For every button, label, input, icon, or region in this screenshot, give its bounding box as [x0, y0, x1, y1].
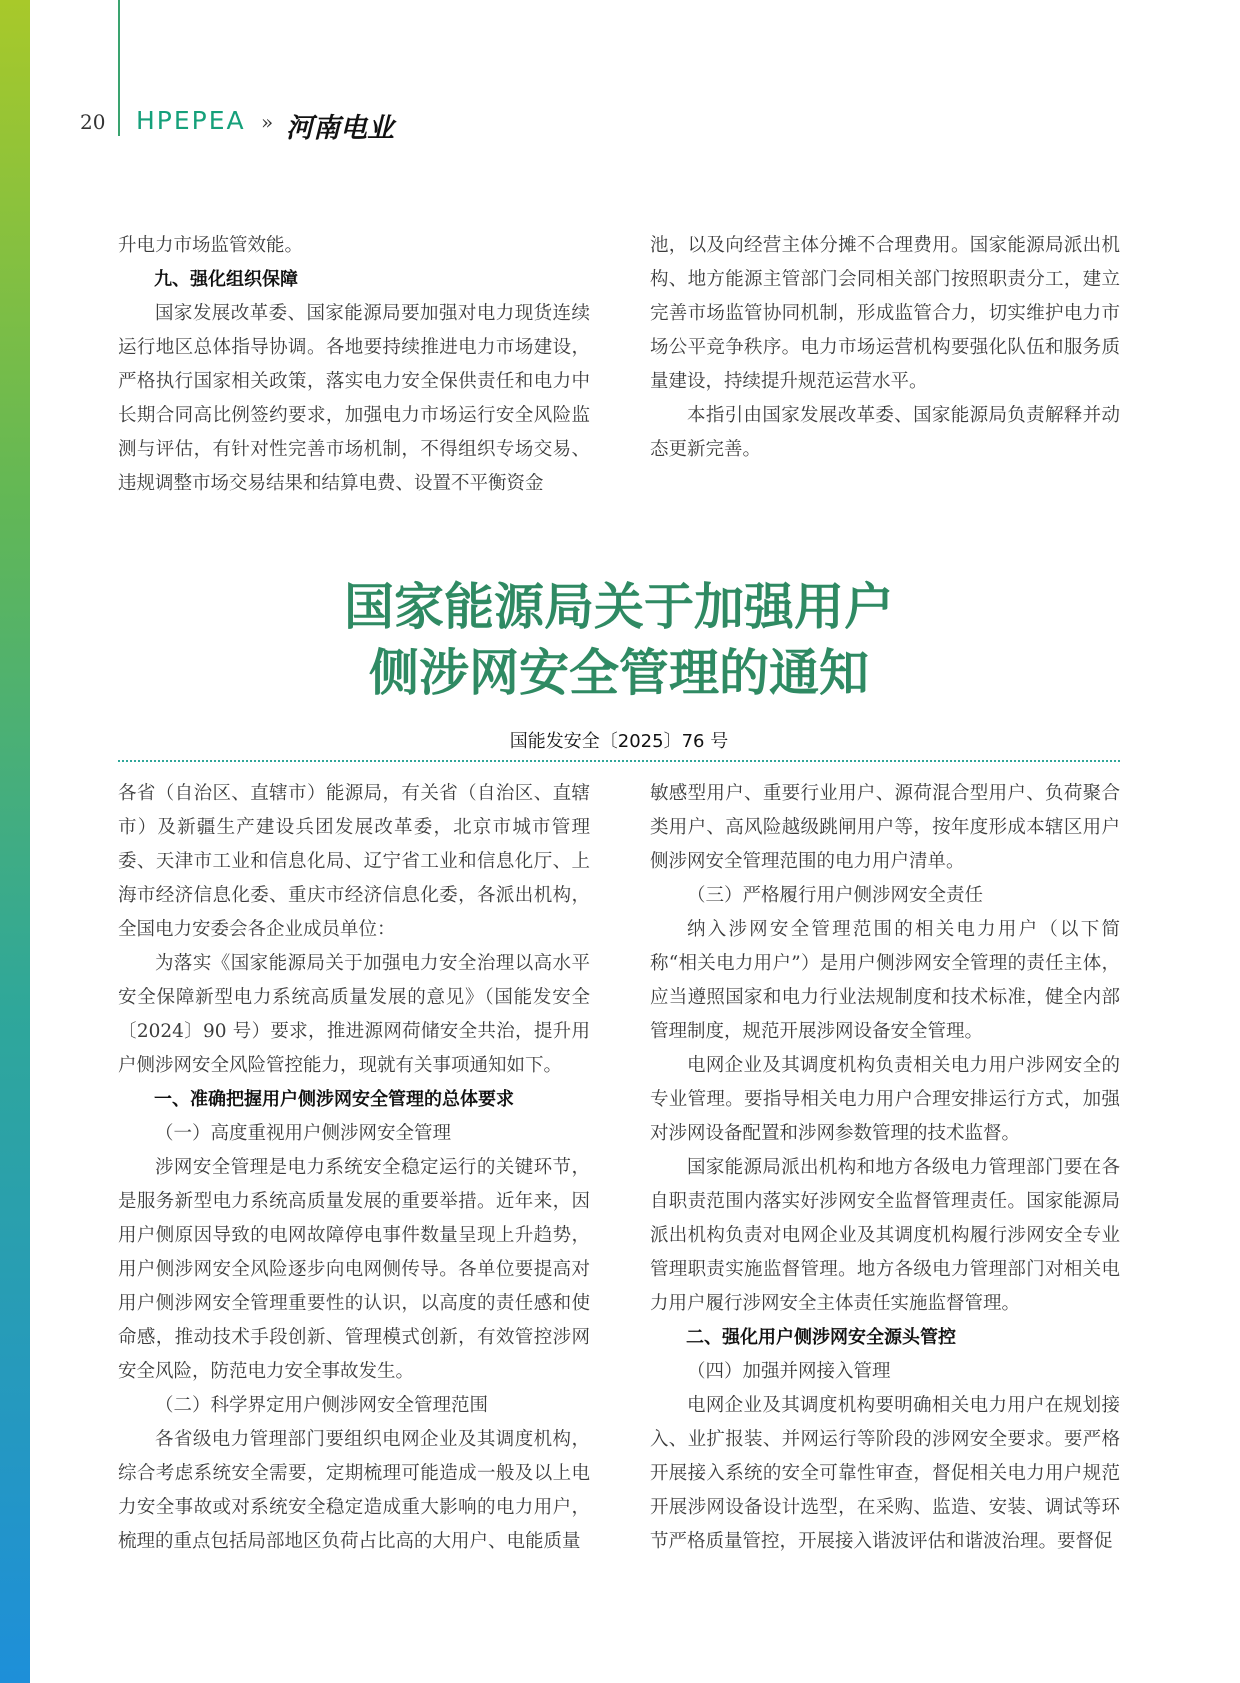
subsection-heading: （二）科学界定用户侧涉网安全管理范围	[155, 1395, 489, 1416]
previous-article-right-column	[650, 229, 1120, 467]
paragraph: 本指引由国家发展改革委、国家能源局负责解释并动态更新完善。	[650, 405, 1120, 460]
document-number: 国能发安全〔2025〕76 号	[509, 731, 729, 752]
magazine-logo-latin: HPEPEA	[136, 106, 246, 135]
paragraph: 国家能源局派出机构和地方各级电力管理部门要在各自职责范围内落实好涉网安全监督管理责任。国家能源局派出机构负责对电网企业及其调度机构履行涉网安全专业管理职责实施监督管理。地方各级电力管理部门对相关电力用户履行涉网安全主体责任实施监督管理。	[650, 1157, 1120, 1314]
page-number: 20	[80, 110, 106, 134]
paragraph: 电网企业及其调度机构负责相关电力用户涉网安全的专业管理。要指导相关电力用户合理安排运行方式，加强对涉网设备配置和涉网参数管理的技术监督。	[650, 1055, 1120, 1144]
subsection-heading: （四）加强并网接入管理	[687, 1361, 891, 1382]
paragraph: 涉网安全管理是电力系统安全稳定运行的关键环节，是服务新型电力系统高质量发展的重要举措。近年来，因用户侧原因导致的电网故障停电事件数量呈现上升趋势，用户侧涉网安全风险逐步向电网侧传导。各单位要提高对用户侧涉网安全管理重要性的认识，以高度的责任感和使命感，推动技术手段创新、管理模式创新，有效管控涉网安全风险，防范电力安全事故发生。	[118, 1157, 590, 1382]
paragraph: 纳入涉网安全管理范围的相关电力用户（以下简称“相关电力用户”）是用户侧涉网安全管理的责任主体，应当遵照国家和电力行业法规制度和技术标准，健全内部管理制度，规范开展涉网设备安全管理。	[650, 919, 1120, 1042]
paragraph: 国家发展改革委、国家能源局要加强对电力现货连续运行地区总体指导协调。各地要持续推进电力市场建设，严格执行国家相关政策，落实电力安全保供责任和电力中长期合同高比例签约要求，加强电力市场运行安全风险监测与评估，有针对性完善市场机制，不得组织专场交易、违规调整市场交易结果和结算电费、设置不平衡资金	[118, 303, 590, 494]
article-title-line-2: 侧涉网安全管理的通知	[369, 643, 869, 702]
paragraph: 升电力市场监管效能。	[118, 235, 304, 256]
paragraph: 各省（自治区、直辖市）能源局，有关省（自治区、直辖市）及新疆生产建设兵团发展改革委，北京市城市管理委、天津市工业和信息化局、辽宁省工业和信息化厅、上海市经济信息化委、重庆市经济信息化委，各派出机构，全国电力安委会各企业成员单位：	[118, 783, 590, 940]
header-divider	[118, 0, 120, 136]
section-heading: 一、准确把握用户侧涉网安全管理的总体要求	[154, 1089, 514, 1110]
magazine-logo-chinese: 河南电业	[286, 113, 394, 144]
article-right-column	[650, 777, 1120, 1559]
paragraph: 电网企业及其调度机构要明确相关电力用户在规划接入、业扩报装、并网运行等阶段的涉网安全要求。要严格开展接入系统的安全可靠性审查，督促相关电力用户规范开展涉网设备设计选型，在采购、监造、安装、调试等环节严格质量管控，开展接入谐波评估和谐波治理。要督促	[650, 1395, 1120, 1552]
subsection-heading: （三）严格履行用户侧涉网安全责任	[687, 885, 984, 906]
logo-separator: »	[261, 110, 274, 134]
article-left-column	[118, 777, 590, 1559]
previous-article-left-column	[118, 229, 590, 501]
side-color-bar	[0, 0, 30, 1683]
paragraph: 各省级电力管理部门要组织电网企业及其调度机构，综合考虑系统安全需要，定期梳理可能造成一般及以上电力安全事故或对系统安全稳定造成重大影响的电力用户，梳理的重点包括局部地区负荷占比高的大用户、电能质量	[118, 1429, 590, 1552]
section-heading: 九、强化组织保障	[154, 269, 298, 290]
paragraph: 为落实《国家能源局关于加强电力安全治理以高水平安全保障新型电力系统高质量发展的意见》（国能发安全〔2024〕90 号）要求，推进源网荷储安全共治，提升用户侧涉网安全风险管控能力，现就有关事项通知如下。	[118, 953, 590, 1076]
article-title-line-1: 国家能源局关于加强用户	[344, 577, 894, 636]
paragraph: 敏感型用户、重要行业用户、源荷混合型用户、负荷聚合类用户、高风险越级跳闸用户等，按年度形成本辖区用户侧涉网安全管理范围的电力用户清单。	[650, 783, 1120, 872]
section-heading: 二、强化用户侧涉网安全源头管控	[686, 1327, 956, 1348]
paragraph: 池，以及向经营主体分摊不合理费用。国家能源局派出机构、地方能源主管部门会同相关部门按照职责分工，建立完善市场监管协同机制，形成监管合力，切实维护电力市场公平竞争秩序。电力市场运营机构要强化队伍和服务质量建设，持续提升规范运营水平。	[650, 235, 1120, 392]
article-title	[118, 574, 1120, 706]
subsection-heading: （一）高度重视用户侧涉网安全管理	[155, 1123, 452, 1144]
dotted-divider	[118, 760, 1120, 762]
